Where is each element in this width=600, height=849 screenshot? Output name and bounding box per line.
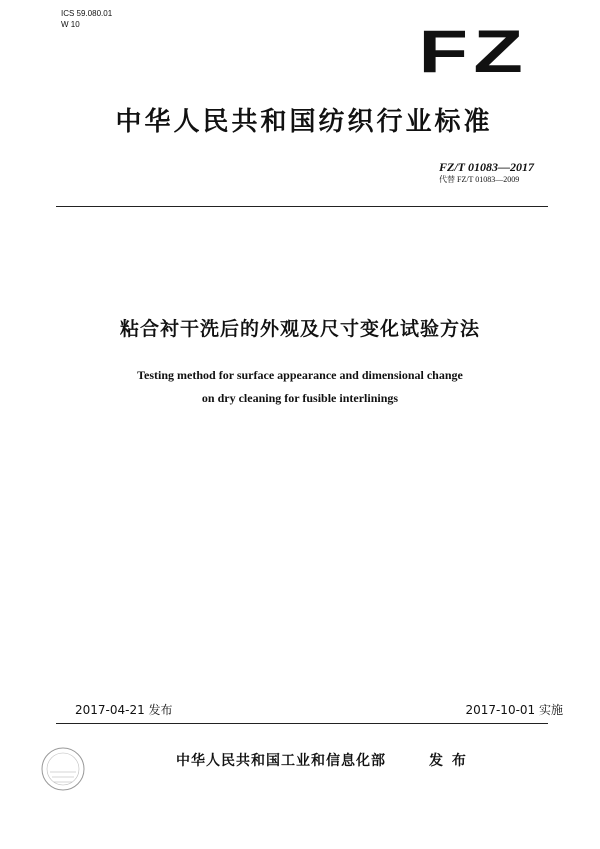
standard-number-block [439, 160, 534, 185]
publish-label: 发 布 [429, 753, 468, 769]
replaces-standard: 代替 FZ/T 01083—2009 [439, 175, 520, 184]
publisher-name: 中华人民共和国工业和信息化部 [176, 753, 386, 769]
org-title: 中华人民共和国纺织行业标准 [115, 107, 493, 137]
issue-date: 2017-04-21 发布 [75, 703, 173, 717]
standard-number: FZ/T 01083—2017 [439, 160, 534, 174]
title-english [0, 364, 600, 410]
implementation-date: 2017-10-01 实施 [465, 703, 563, 717]
title-english-line1: Testing method for surface appearance and dimensional change [137, 368, 463, 382]
round-seal-stamp-icon [40, 746, 86, 796]
fz-logo: FZ [418, 18, 528, 85]
footer-divider [56, 723, 548, 724]
ccs-code: W 10 [61, 20, 80, 29]
ics-code: ICS 59.080.01 [61, 9, 113, 18]
title-chinese: 粘合衬干洗后的外观及尺寸变化试验方法 [119, 318, 480, 340]
header-divider [56, 206, 548, 207]
classification-codes [61, 8, 112, 30]
title-english-line2: on dry cleaning for fusible interlinings [201, 391, 399, 405]
